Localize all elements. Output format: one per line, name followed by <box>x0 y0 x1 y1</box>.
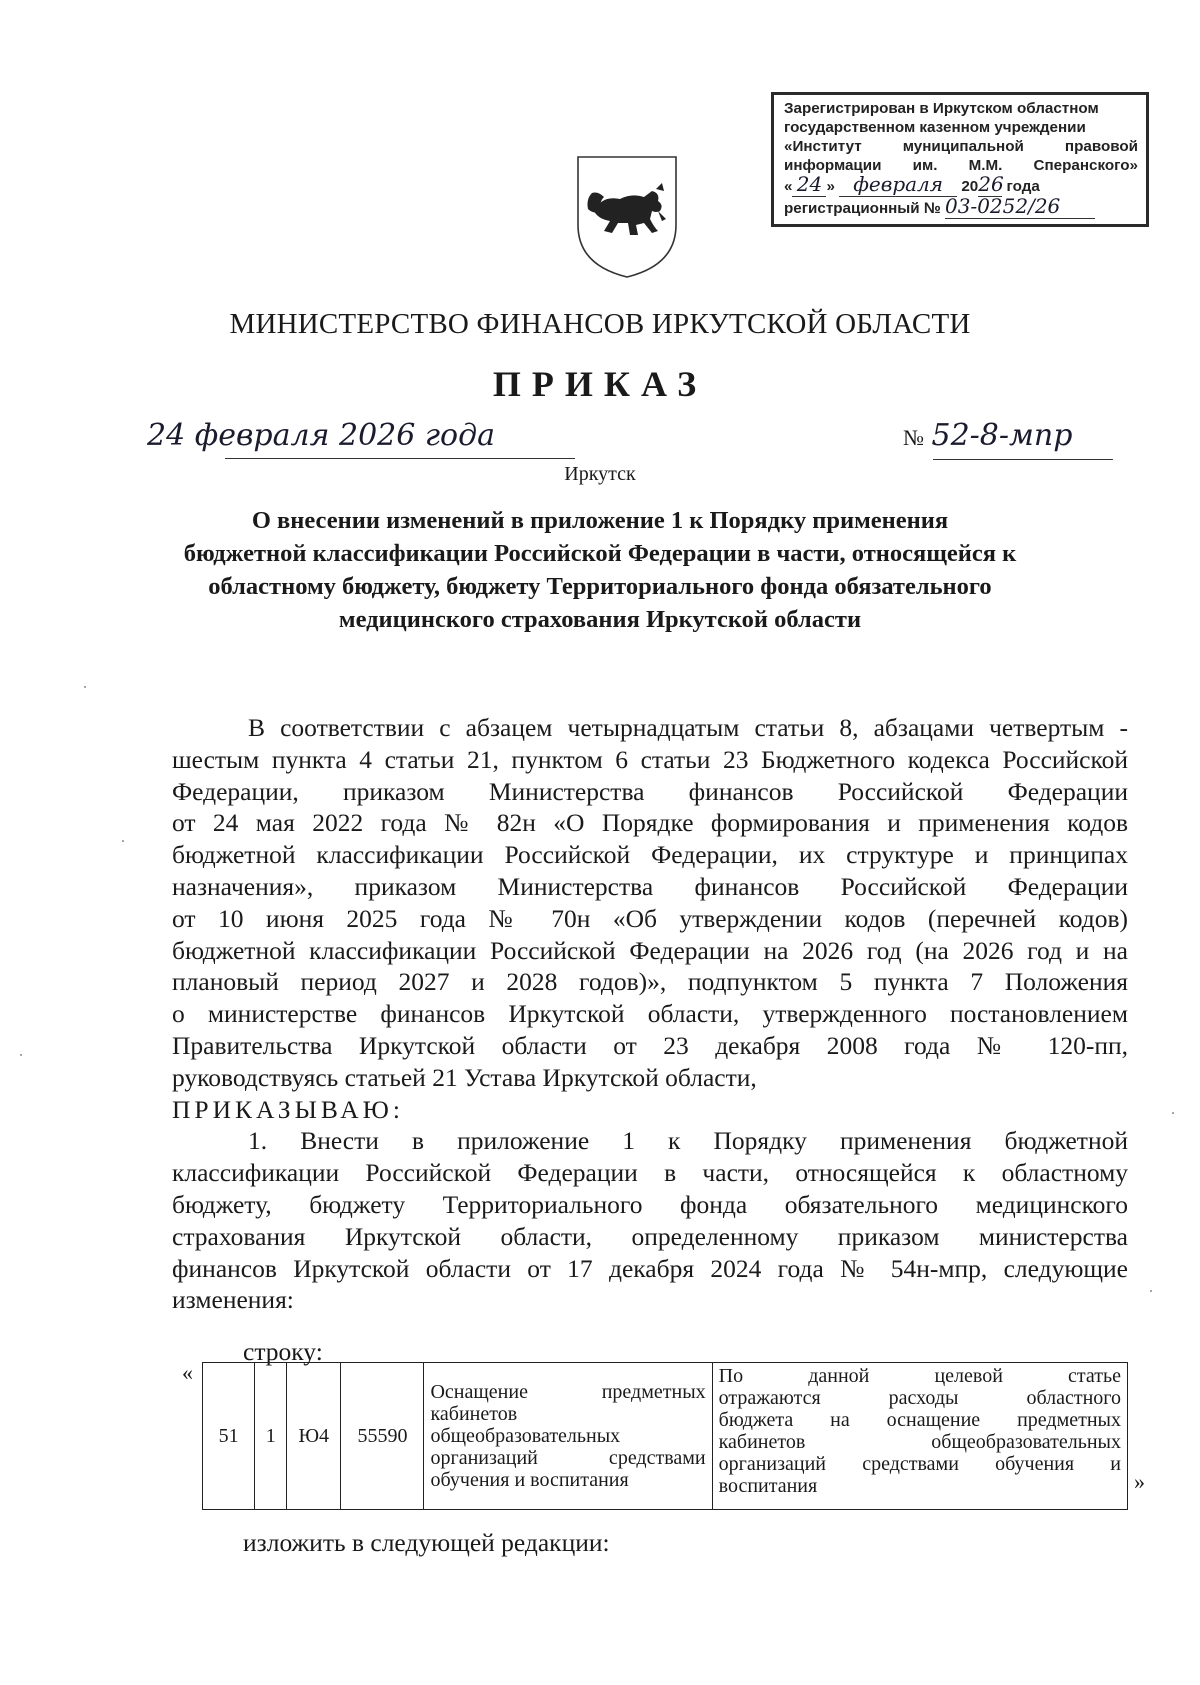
text-line: 1. Внести в приложение 1 к Порядку применения бюджетной <box>248 1126 1128 1156</box>
scan-speck <box>20 1054 22 1056</box>
order-number-label: № <box>903 425 924 450</box>
registration-stamp <box>771 92 1149 227</box>
text-line: Правительства Иркутской области от 23 декабря 2008 года № 120-пп, <box>172 1030 1128 1060</box>
quote-open: « <box>182 1360 193 1385</box>
quote-close: » <box>1134 1469 1145 1494</box>
table-row <box>203 1363 1128 1510</box>
name-line: общеобразовательных <box>430 1425 621 1447</box>
scan-speck <box>1150 1290 1152 1292</box>
name-line: кабинетов <box>430 1403 518 1425</box>
text-line: бюджетной классификации Российской Федерации на 2026 год (на 2026 год и на <box>172 935 1128 965</box>
document-title <box>170 504 1030 636</box>
scan-speck <box>1172 1112 1174 1114</box>
document-body <box>172 712 1128 1316</box>
code-cell-2: 1 <box>255 1363 287 1510</box>
desc-line: бюджета на оснащение предметных <box>718 1409 1121 1431</box>
order-number-handwritten: 52-8-мпр <box>931 418 1073 453</box>
order-date <box>147 418 495 453</box>
text-line: бюджету, бюджету Территориального фонда обязательного медицинского <box>172 1189 1128 1219</box>
code-cell-3: Ю4 <box>287 1363 341 1510</box>
name-line: Оснащение предметных <box>430 1381 706 1403</box>
scan-speck <box>122 840 124 842</box>
text-line: от 24 мая 2022 года № 82н «О Порядке формирования и применения кодов <box>172 808 1128 838</box>
text-line: бюджетной классификации Российской Федерации, их структуре и принципах <box>172 840 1128 870</box>
text-line: Федерации, приказом Министерства финансов Российской Федерации <box>172 776 1128 806</box>
desc-line: По данной целевой статье <box>718 1365 1121 1387</box>
stamp-line-3: «Институт муниципальной правовой <box>784 138 1138 155</box>
item-1-paragraph <box>172 1125 1128 1316</box>
stamp-line-2: государственном казенном учреждении <box>784 119 1086 136</box>
order-number <box>903 418 1072 453</box>
ministry-name: МИНИСТЕРСТВО ФИНАНСОВ ИРКУТСКОЙ ОБЛАСТИ <box>229 308 971 340</box>
coat-of-arms-icon <box>572 153 682 280</box>
text-line: о министерстве финансов Иркутской области, утвержденного постановлением <box>172 999 1128 1029</box>
desc-line: организаций средствами обучения и <box>718 1453 1121 1475</box>
stamp-reg-label: регистрационный № <box>784 200 941 217</box>
text-line: классификации Российской Федерации в части, относящейся к областному <box>172 1158 1128 1188</box>
text-line: финансов Иркутской области от 17 декабря 2024 года № 54н-мпр, следующие <box>172 1253 1128 1283</box>
code-cell-1: 51 <box>203 1363 255 1510</box>
stamp-year-suffix: 26 <box>978 172 1004 196</box>
document-type: ПРИКАЗ <box>492 364 708 404</box>
city: Иркутск <box>564 463 636 485</box>
preamble-paragraph <box>172 712 1128 1094</box>
stamp-year-word: года <box>1006 178 1040 195</box>
text-line: плановый период 2027 и 2028 годов)», подпунктом 5 пункта 7 Положения <box>172 967 1128 997</box>
text-line: страхования Иркутской области, определенному приказом министерства <box>172 1221 1128 1251</box>
stamp-line-4: информации им. М.М. Сперанского» <box>784 157 1138 174</box>
stamp-reg-number: 03-0252/26 <box>944 194 1061 218</box>
code-cell-4: 55590 <box>341 1363 424 1510</box>
budget-code-table <box>202 1362 1128 1510</box>
stamp-year-prefix: 20 <box>961 178 979 195</box>
description-cell <box>712 1363 1127 1510</box>
stamp-day: 24 <box>796 172 823 196</box>
title-line: медицинского страхования Иркутской области <box>338 606 862 633</box>
text-line: В соответствии с абзацем четырнадцатым статьи 8, абзацами четвертым - <box>248 713 1128 742</box>
desc-line: отражаются расходы областного <box>718 1387 1121 1409</box>
name-line: организаций средствами <box>430 1447 706 1469</box>
stamp-date-line: « 24 » февраля 2026 года <box>784 172 1040 196</box>
stamp-reg-line <box>784 194 1138 219</box>
stamp-month: февраля <box>853 172 944 196</box>
order-date-handwritten: 24 февраля 2026 года <box>147 418 496 453</box>
stamp-line-1: Зарегистрирован в Иркутском областном <box>784 100 1099 117</box>
text-line: руководствуясь статьей 21 Устава Иркутской области, <box>172 1062 757 1092</box>
title-line: областному бюджету, бюджету Территориального фонда обязательного <box>208 573 992 600</box>
stroku-label: строку: <box>243 1337 323 1366</box>
scan-speck <box>84 686 86 688</box>
title-line: бюджетной классификации Российской Федерации в части, относящейся к <box>183 540 1017 567</box>
text-line: шестым пункта 4 статьи 21, пунктом 6 статьи 23 Бюджетного кодекса Российской <box>172 744 1128 774</box>
name-line: обучения и воспитания <box>430 1469 629 1491</box>
text-line: от 10 июня 2025 года № 70н «Об утверждении кодов (перечней кодов) <box>172 903 1128 933</box>
text-line: изменения: <box>172 1285 294 1315</box>
desc-line: кабинетов общеобразовательных <box>718 1431 1121 1453</box>
title-line: О внесении изменений в приложение 1 к Порядку применения <box>251 507 949 534</box>
prikazyvayu: ПРИКАЗЫВАЮ: <box>172 1094 404 1124</box>
text-line: назначения», приказом Министерства финансов Российской Федерации <box>172 871 1128 901</box>
desc-line: воспитания <box>718 1475 818 1497</box>
target-name-cell <box>424 1363 712 1510</box>
izlozhit-label: изложить в следующей редакции: <box>243 1528 610 1557</box>
